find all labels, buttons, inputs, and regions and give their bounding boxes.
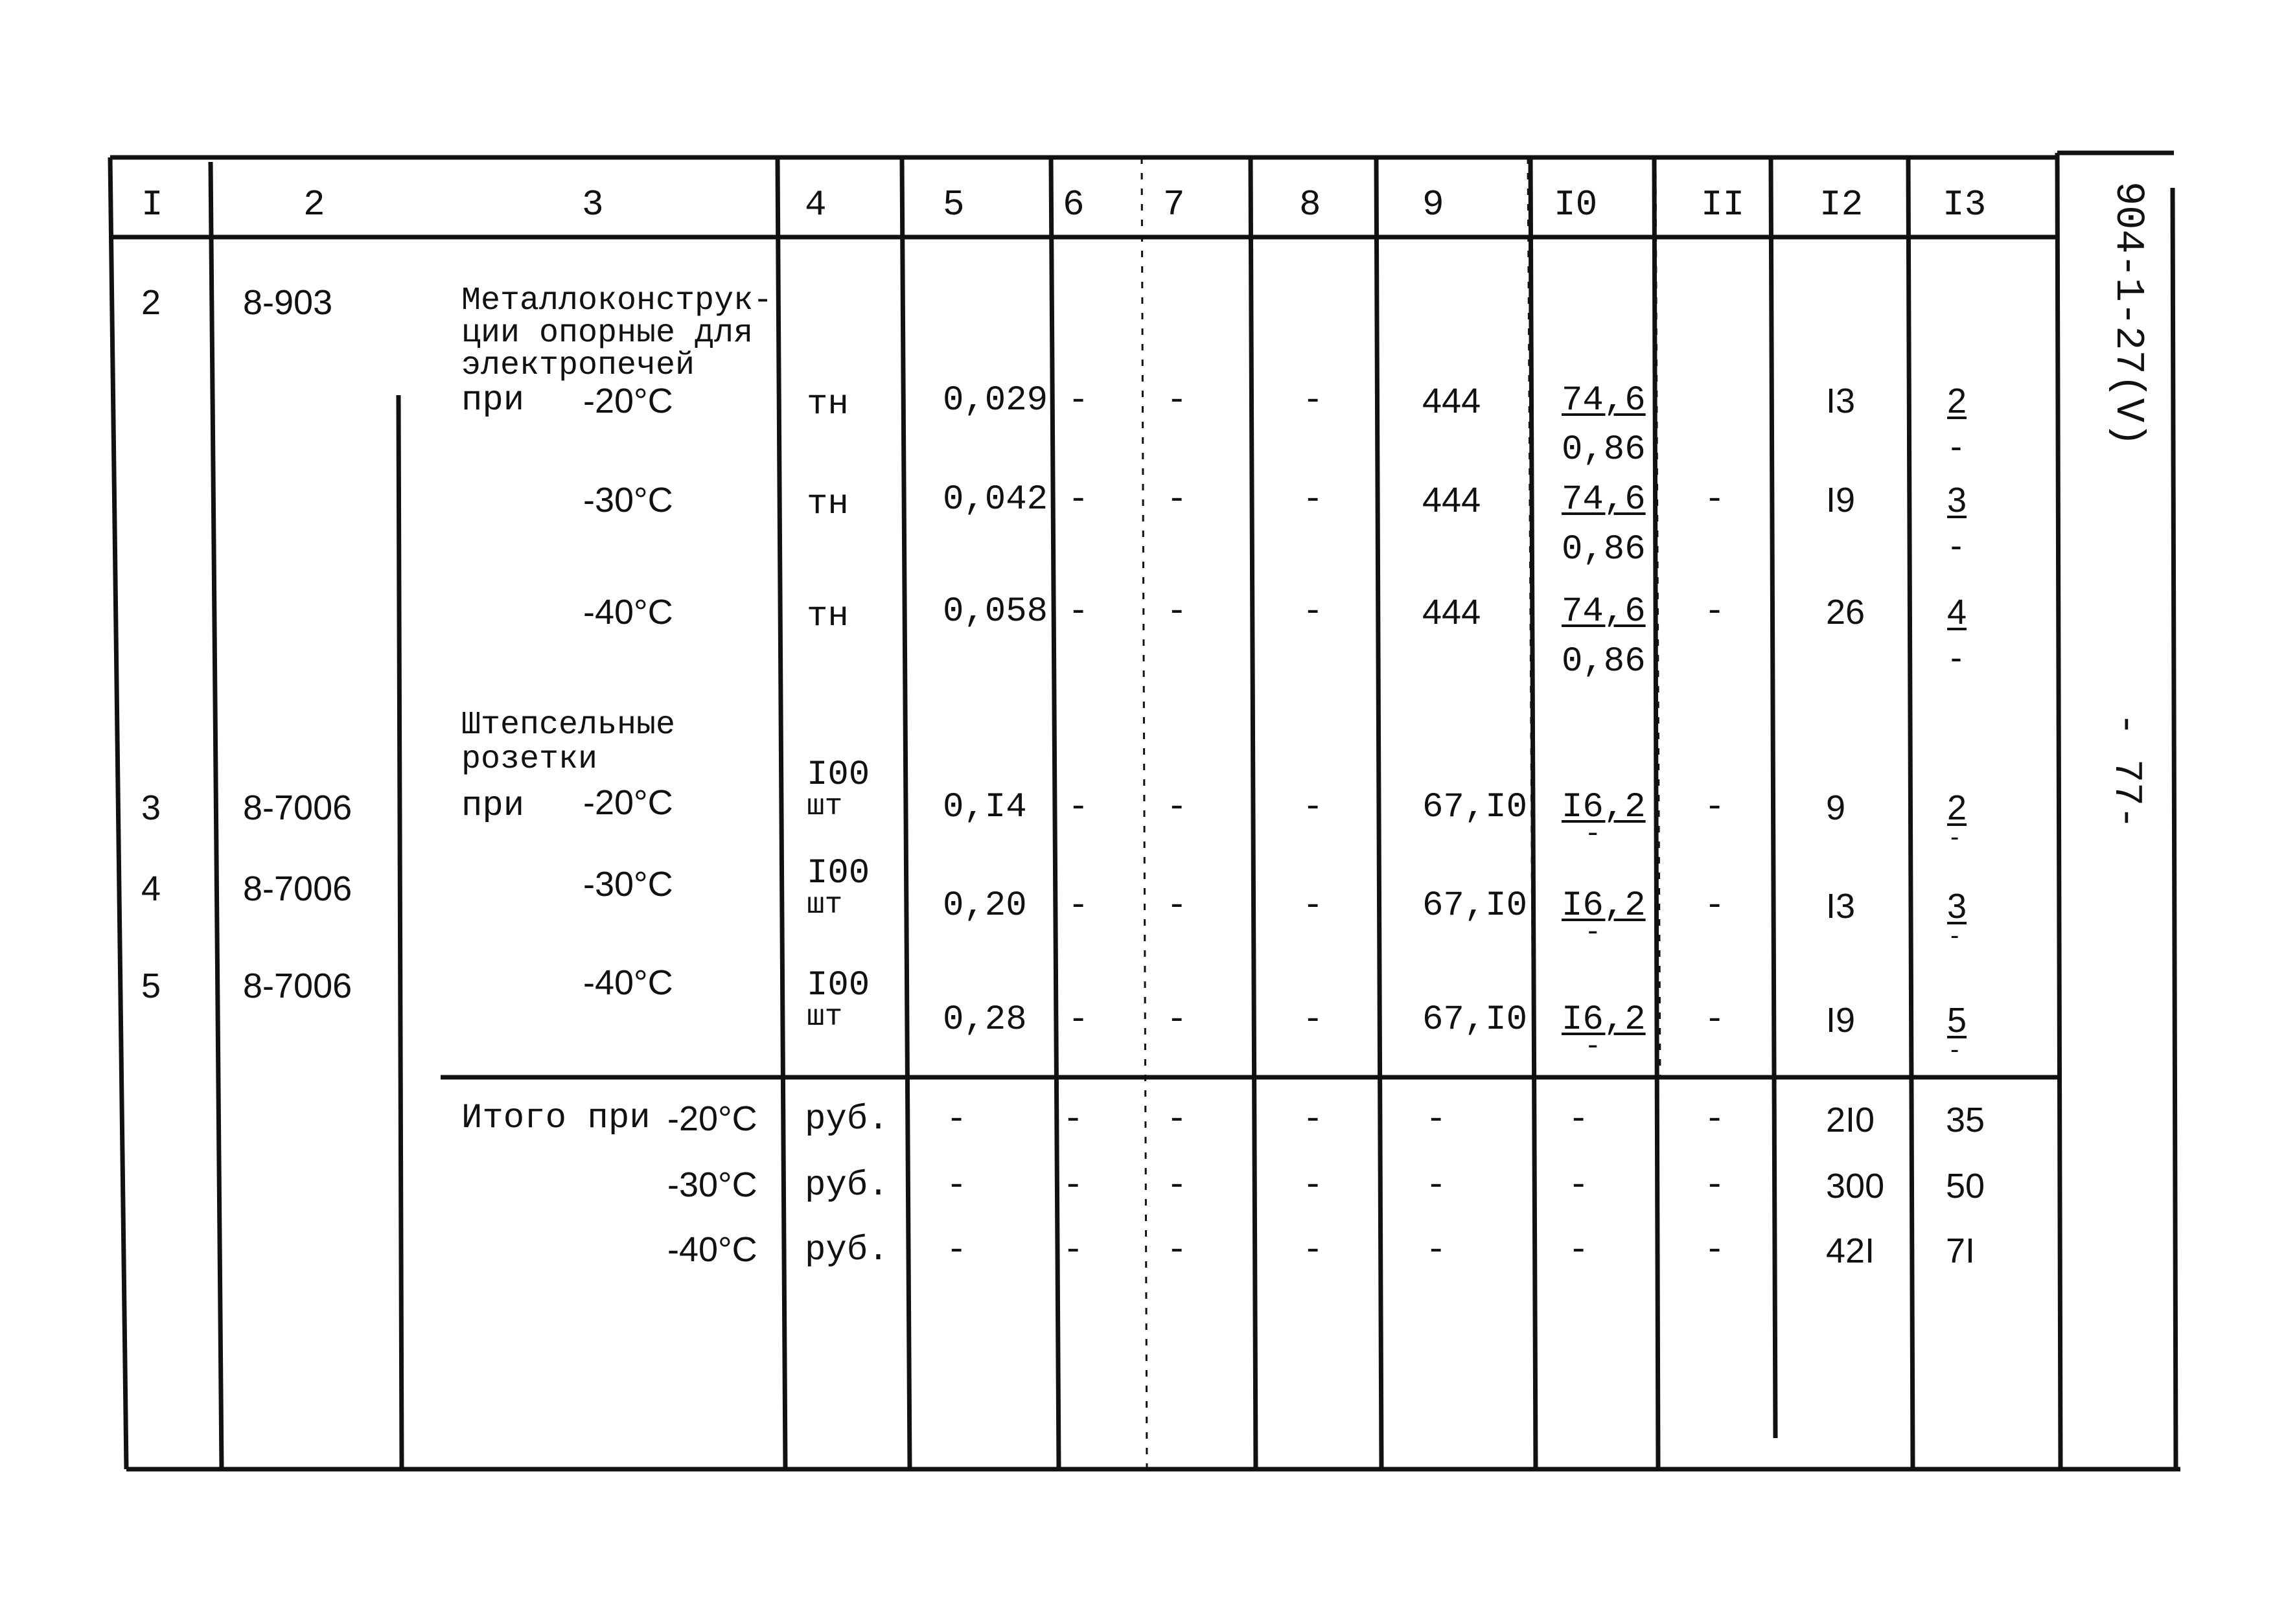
col-5-value: 0,029 xyxy=(943,381,1048,420)
col-8-value: - xyxy=(1302,592,1324,632)
totals-label: Итого при xyxy=(461,1099,651,1138)
col-6-value: - xyxy=(1068,1000,1089,1040)
col-13-subvalue: - xyxy=(1950,921,1959,950)
temperature: -30°C xyxy=(667,1165,757,1204)
unit: шт xyxy=(807,790,843,823)
description-line: Металлоконструк- xyxy=(461,282,773,319)
col-6-value: - xyxy=(1068,592,1089,632)
col-10-subvalue: 0,86 xyxy=(1562,642,1646,681)
col-13-value: 2 xyxy=(1947,382,1967,420)
col-10-subvalue: - xyxy=(1584,818,1602,851)
header-col-12: I2 xyxy=(1819,184,1864,225)
unit: руб. xyxy=(805,1166,889,1206)
col-9-value: 67,I0 xyxy=(1422,1000,1528,1040)
header-col-6: 6 xyxy=(1063,184,1085,225)
price-code: 8-7006 xyxy=(243,869,352,908)
header-col-9: 9 xyxy=(1422,184,1444,225)
temperature: -20°C xyxy=(583,382,673,420)
col-12-value: 26 xyxy=(1826,593,1865,632)
col-10-value: - xyxy=(1568,1100,1589,1139)
unit-quantity: I00 xyxy=(807,966,870,1005)
unit: тн xyxy=(807,597,849,636)
row-number: 2 xyxy=(141,283,161,322)
col-12-value: 9 xyxy=(1826,788,1846,827)
col-9-value: 67,I0 xyxy=(1422,886,1528,926)
col-8-value: - xyxy=(1302,1231,1324,1270)
col-12-value: I9 xyxy=(1826,1001,1856,1040)
description-line: электропечей xyxy=(461,347,695,384)
col-7-value: - xyxy=(1166,1231,1188,1270)
unit: руб. xyxy=(805,1100,889,1139)
col-7-value: - xyxy=(1166,480,1188,520)
header-col-10: I0 xyxy=(1554,184,1598,225)
col-13-subvalue: - xyxy=(1950,427,1962,466)
col-10-value: I6,2 xyxy=(1562,788,1646,827)
row-number: 3 xyxy=(141,788,161,827)
unit: руб. xyxy=(805,1231,889,1270)
col-9-value: - xyxy=(1426,1100,1447,1139)
unit-quantity: I00 xyxy=(807,854,870,893)
col-8-value: - xyxy=(1302,1100,1324,1139)
col-13-value: 35 xyxy=(1946,1101,1985,1139)
document-code: 904-1-27(V) xyxy=(2105,181,2151,447)
col-7-value: - xyxy=(1166,1000,1188,1040)
row-number: 5 xyxy=(141,966,161,1005)
temperature: -20°C xyxy=(667,1099,757,1138)
col-5-value: 0,042 xyxy=(943,480,1048,520)
description-line: ции опорные для xyxy=(461,315,754,352)
col-10-value: I6,2 xyxy=(1562,1000,1646,1040)
col-12-value: I3 xyxy=(1826,887,1856,926)
col-13-value: 5 xyxy=(1947,1001,1967,1040)
col-13-subvalue: - xyxy=(1950,638,1962,677)
col-6-value: - xyxy=(1068,381,1089,420)
col-9-value: 444 xyxy=(1422,382,1481,420)
price-code: 8-7006 xyxy=(243,966,352,1005)
col-13-value: 50 xyxy=(1946,1167,1985,1206)
col-12-value: I3 xyxy=(1826,382,1856,420)
col-5-value: 0,20 xyxy=(943,886,1027,926)
col-11-value: - xyxy=(1704,886,1726,926)
col-5-value: - xyxy=(946,1166,967,1206)
description-line: розетки xyxy=(461,741,598,778)
unit: тн xyxy=(807,485,849,524)
unit: шт xyxy=(807,888,843,922)
col-6-value: - xyxy=(1063,1166,1084,1206)
col-10-subvalue: - xyxy=(1584,917,1602,949)
header-col-4: 4 xyxy=(805,184,827,225)
col-10-value: 74,6 xyxy=(1562,480,1646,520)
header-col-13: I3 xyxy=(1943,184,1987,225)
col-13-subvalue: - xyxy=(1950,1035,1959,1064)
unit: шт xyxy=(807,1000,843,1034)
header-col-1: I xyxy=(141,184,163,225)
col-9-value: 444 xyxy=(1422,593,1481,632)
header-col-7: 7 xyxy=(1163,184,1185,225)
col-11-value: - xyxy=(1704,1100,1726,1139)
col-8-value: - xyxy=(1302,886,1324,926)
temperature: -20°C xyxy=(583,783,673,822)
col-13-value: 3 xyxy=(1947,887,1967,926)
col-8-value: - xyxy=(1302,381,1324,420)
col-7-value: - xyxy=(1166,1100,1188,1139)
col-5-value: 0,I4 xyxy=(943,788,1027,827)
col-12-value: I9 xyxy=(1826,481,1856,520)
col-13-subvalue: - xyxy=(1950,823,1959,851)
col-11-value: - xyxy=(1704,788,1726,827)
col-6-value: - xyxy=(1063,1231,1084,1270)
col-13-value: 7I xyxy=(1946,1231,1976,1270)
col-6-value: - xyxy=(1068,886,1089,926)
col-9-value: 67,I0 xyxy=(1422,788,1528,827)
col-6-value: - xyxy=(1068,480,1089,520)
col-10-subvalue: 0,86 xyxy=(1562,530,1646,569)
col-11-value: - xyxy=(1704,1166,1726,1206)
col-11-value: - xyxy=(1704,1231,1726,1270)
unit-quantity: I00 xyxy=(807,755,870,795)
col-12-value: 2I0 xyxy=(1826,1101,1875,1139)
col-10-value: - xyxy=(1568,1231,1589,1270)
col-7-value: - xyxy=(1166,886,1188,926)
col-12-value: 300 xyxy=(1826,1167,1885,1206)
col-11-value: - xyxy=(1704,592,1726,632)
col-13-subvalue: - xyxy=(1950,526,1962,565)
col-5-value: - xyxy=(946,1231,967,1270)
col-13-value: 2 xyxy=(1947,788,1967,827)
col-11-value: - xyxy=(1704,480,1726,520)
col-5-value: - xyxy=(946,1100,967,1139)
description-at: при xyxy=(461,786,525,826)
col-12-value: 42I xyxy=(1826,1231,1875,1270)
price-code: 8-7006 xyxy=(243,788,352,827)
col-9-value: - xyxy=(1426,1231,1447,1270)
col-10-value: 74,6 xyxy=(1562,592,1646,632)
header-col-11: II xyxy=(1701,184,1745,225)
col-6-value: - xyxy=(1068,788,1089,827)
col-5-value: 0,28 xyxy=(943,1000,1027,1040)
description-line: Штепсельные xyxy=(461,707,676,744)
temperature: -40°C xyxy=(667,1230,757,1269)
header-col-3: 3 xyxy=(582,184,604,225)
col-7-value: - xyxy=(1166,381,1188,420)
col-8-value: - xyxy=(1302,1000,1324,1040)
col-8-value: - xyxy=(1302,480,1324,520)
temperature: -30°C xyxy=(583,481,673,520)
col-10-value: I6,2 xyxy=(1562,886,1646,926)
col-10-value: - xyxy=(1568,1166,1589,1206)
col-13-value: 4 xyxy=(1947,593,1967,632)
price-code: 8-903 xyxy=(243,283,333,322)
col-8-value: - xyxy=(1302,1166,1324,1206)
row-number: 4 xyxy=(141,869,161,908)
col-9-value: 444 xyxy=(1422,481,1481,520)
header-col-2: 2 xyxy=(303,184,325,225)
page-number: - 77- xyxy=(2104,713,2148,830)
col-11-value: - xyxy=(1704,1000,1726,1040)
header-col-5: 5 xyxy=(943,184,965,225)
description-at: при xyxy=(461,381,525,420)
col-10-subvalue: 0,86 xyxy=(1562,430,1646,470)
header-col-8: 8 xyxy=(1299,184,1321,225)
col-13-value: 3 xyxy=(1947,481,1967,520)
col-7-value: - xyxy=(1166,1166,1188,1206)
col-6-value: - xyxy=(1063,1100,1084,1139)
temperature: -30°C xyxy=(583,865,673,904)
col-9-value: - xyxy=(1426,1166,1447,1206)
col-7-value: - xyxy=(1166,788,1188,827)
unit: тн xyxy=(807,385,849,424)
temperature: -40°C xyxy=(583,963,673,1002)
col-5-value: 0,058 xyxy=(943,592,1048,632)
col-8-value: - xyxy=(1302,788,1324,827)
col-10-value: 74,6 xyxy=(1562,381,1646,420)
temperature: -40°C xyxy=(583,593,673,632)
col-10-subvalue: - xyxy=(1584,1031,1602,1063)
col-7-value: - xyxy=(1166,592,1188,632)
